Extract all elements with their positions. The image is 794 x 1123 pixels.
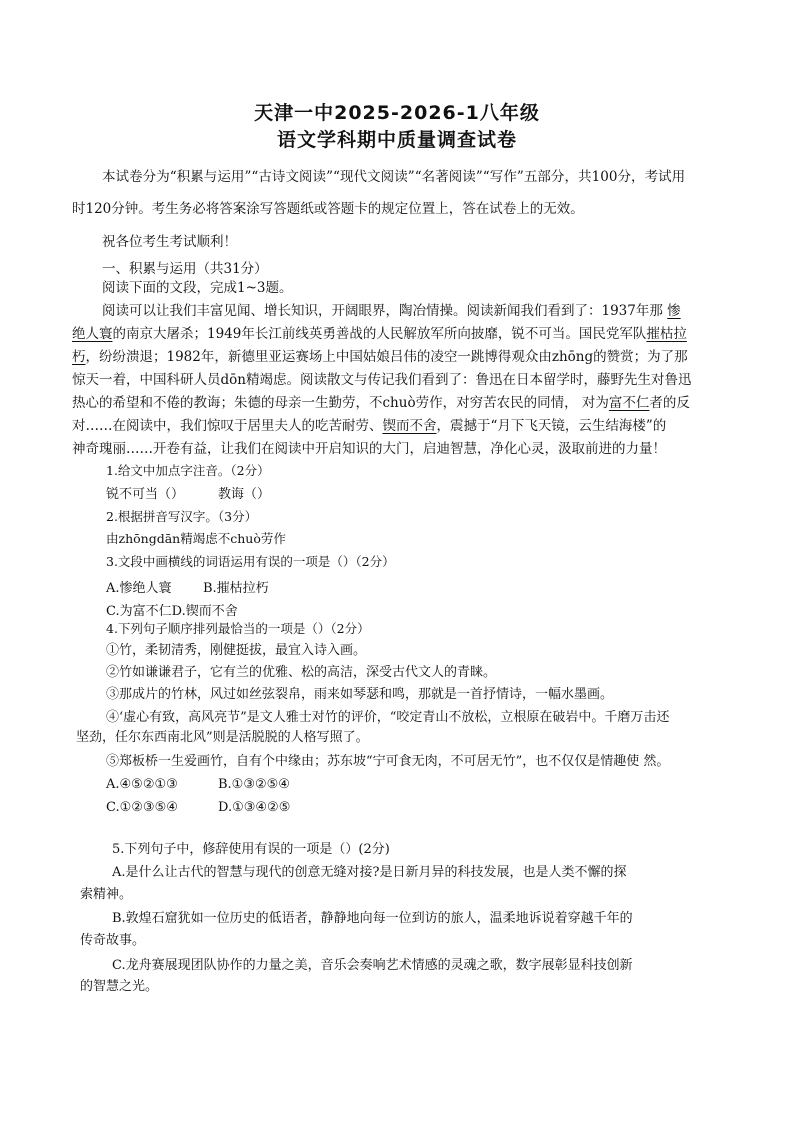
passage-line-6 [72,417,666,435]
question-3-option-a: A.惨绝人寰 [106,581,172,596]
wish-line: 祝各位考生考试顺利！ [102,234,237,250]
question-4-option-b: B.①③②⑤④ [218,777,290,792]
question-1-item-b: 教诲（） [218,487,271,502]
section-1-instruction: 阅读下面的文段，完成1~3题。 [102,280,293,296]
question-5-option-a-line-1: A.是什么让古代的智慧与现代的创意无缝对接?是日新月异的科技发展，也是人类不懈的探 [112,865,627,880]
passage-line-4: 惊天一着，中国科研人员dōn精竭虑。阅读散文与传记我们看到了：鲁迅在日本留学时，藤野先生对鲁迅 [72,372,692,388]
question-5-option-b-line-1: B.敦煌石窟犹如一位历史的低语者，静静地向每一位到访的旅人，温柔地诉说着穿越千年的 [112,911,633,926]
question-2-stem: 2.根据拼音写汉字。（3分） [106,509,258,524]
question-4-stem: 4.下列句子顺序排列最恰当的一项是（）（2分） [106,621,370,636]
underlined-word-qieerbushe: 锲而不舍 [382,418,437,434]
underlined-word-weifuburen: 富不仁 [608,395,650,411]
passage-text: 者的反 [649,395,690,411]
question-4-sentence-5: ⑤郑板桥一生爱画竹，自有个中缘由；苏东坡“宁可食无肉，不可居无竹”，也不仅仅是情趣使 然。 [106,754,670,769]
question-3-option-b: B.摧枯拉朽 [203,581,269,596]
passage-text: 对为 [581,395,609,411]
question-4-sentence-4b: 坚劲，任尔东西南北风”则是活脱脱的人格写照了。 [76,730,369,745]
intro-line-2: 时120分钟。考生务必将答案涂写答题纸或答题卡的规定位置上，答在试卷上的无效。 [72,201,584,217]
passage-line-2 [72,325,687,343]
question-4-option-a: A.④⑤②①③ [106,777,178,792]
question-2-line: 由zhōngdān精竭虑不chuò劳作 [106,531,286,546]
exam-title-subject: 语文学科期中质量调查试卷 [276,129,517,151]
passage-line-3 [72,348,688,366]
exam-title-school: 天津一中2025-2026-1八年级 [254,102,540,124]
question-1-stem: 1.给文中加点字注音。（2分） [106,463,270,478]
question-5-option-c-line-2: 的智慧之光。 [80,979,159,994]
question-4-option-c: C.①②③⑤④ [106,800,178,815]
underlined-word-cuikulaxiu-cont: 朽 [72,349,86,365]
underlined-word-cuikulaxiu: 摧枯拉 [646,326,687,342]
underlined-word-canjuerenhuan-cont: 绝人寰 [72,326,113,342]
question-3-stem: 3.文段中画横线的词语运用有误的一项是（）（2分） [106,554,395,569]
intro-line-1: 本试卷分为“积累与运用”“古诗文阅读”“现代文阅读”“名著阅读”“写作”五部分，共100分，考试用 [102,169,686,185]
passage-text: ，纷纷溃退；1982年，新德里亚运赛场上中国姑娘吕伟的凌空一跳博得观众由zhōng的赞赏；为了那 [85,349,688,365]
question-5-option-c-line-1: C.龙舟赛展现团队协作的力量之美，音乐会奏响艺术情感的灵魂之歌，数字展彰显科技创新 [112,958,633,973]
question-5-option-b-line-2: 传奇故事。 [80,933,146,948]
underlined-word-canjuerenhuan: 惨 [667,303,681,319]
passage-text: 的南京大屠杀；1949年长江前线英勇善战的人民解放军所向披靡，锐不可当。国民党军队 [112,326,647,342]
passage-line-7: 神奇瑰丽……开卷有益，让我们在阅读中开启知识的大门，启迪智慧，净化心灵，汲取前进的力量！ [72,441,666,457]
question-5-option-a-line-2: 索精神。 [80,887,133,902]
question-1-item-a: 锐不可当（） [106,487,185,502]
passage-line-5 [72,394,690,412]
section-1-heading: 一、积累与运用（共31分） [102,261,268,277]
passage-line-1 [102,302,681,320]
question-3-option-cd: C.为富不仁D.锲而不舍 [106,604,238,619]
passage-text: 热心的希望和不倦的教诲；朱德的母亲一生勤劳，不chuò劳作，对穷苦农民的同情， [72,395,578,411]
question-4-option-d: D.①③④②⑤ [218,800,291,815]
passage-text: ，震撼于“月下飞天镜，云生结海楼”的 [436,418,667,434]
question-4-sentence-3: ③那成片的竹林，风过如丝弦裂帛，雨来如琴瑟和鸣，那就是一首抒情诗，一幅水墨画。 [106,687,614,702]
question-4-sentence-4a: ④‘虚心有致，高风亮节”是文人雅士对竹的评价，“咬定青山不放松，立根原在破岩中。千磨万击还 [106,710,670,725]
passage-text: 对……在阅读中，我们惊叹于居里夫人的吃苦耐劳、 [72,418,383,434]
question-4-sentence-2: ②竹如谦谦君子，它有兰的优雅、松的高洁，深受古代文人的青睐。 [106,665,497,680]
question-4-sentence-1: ①竹，柔韧清秀，刚健挺拔，最宜入诗入画。 [106,643,367,658]
question-5-stem: 5.下列句子中，修辞使用有误的一项是（）(2分) [112,842,390,857]
passage-text: 阅读可以让我们丰富见闻、增长知识，开阔眼界，陶冶情操。阅读新闻我们看到了：1937年那 [102,303,663,319]
